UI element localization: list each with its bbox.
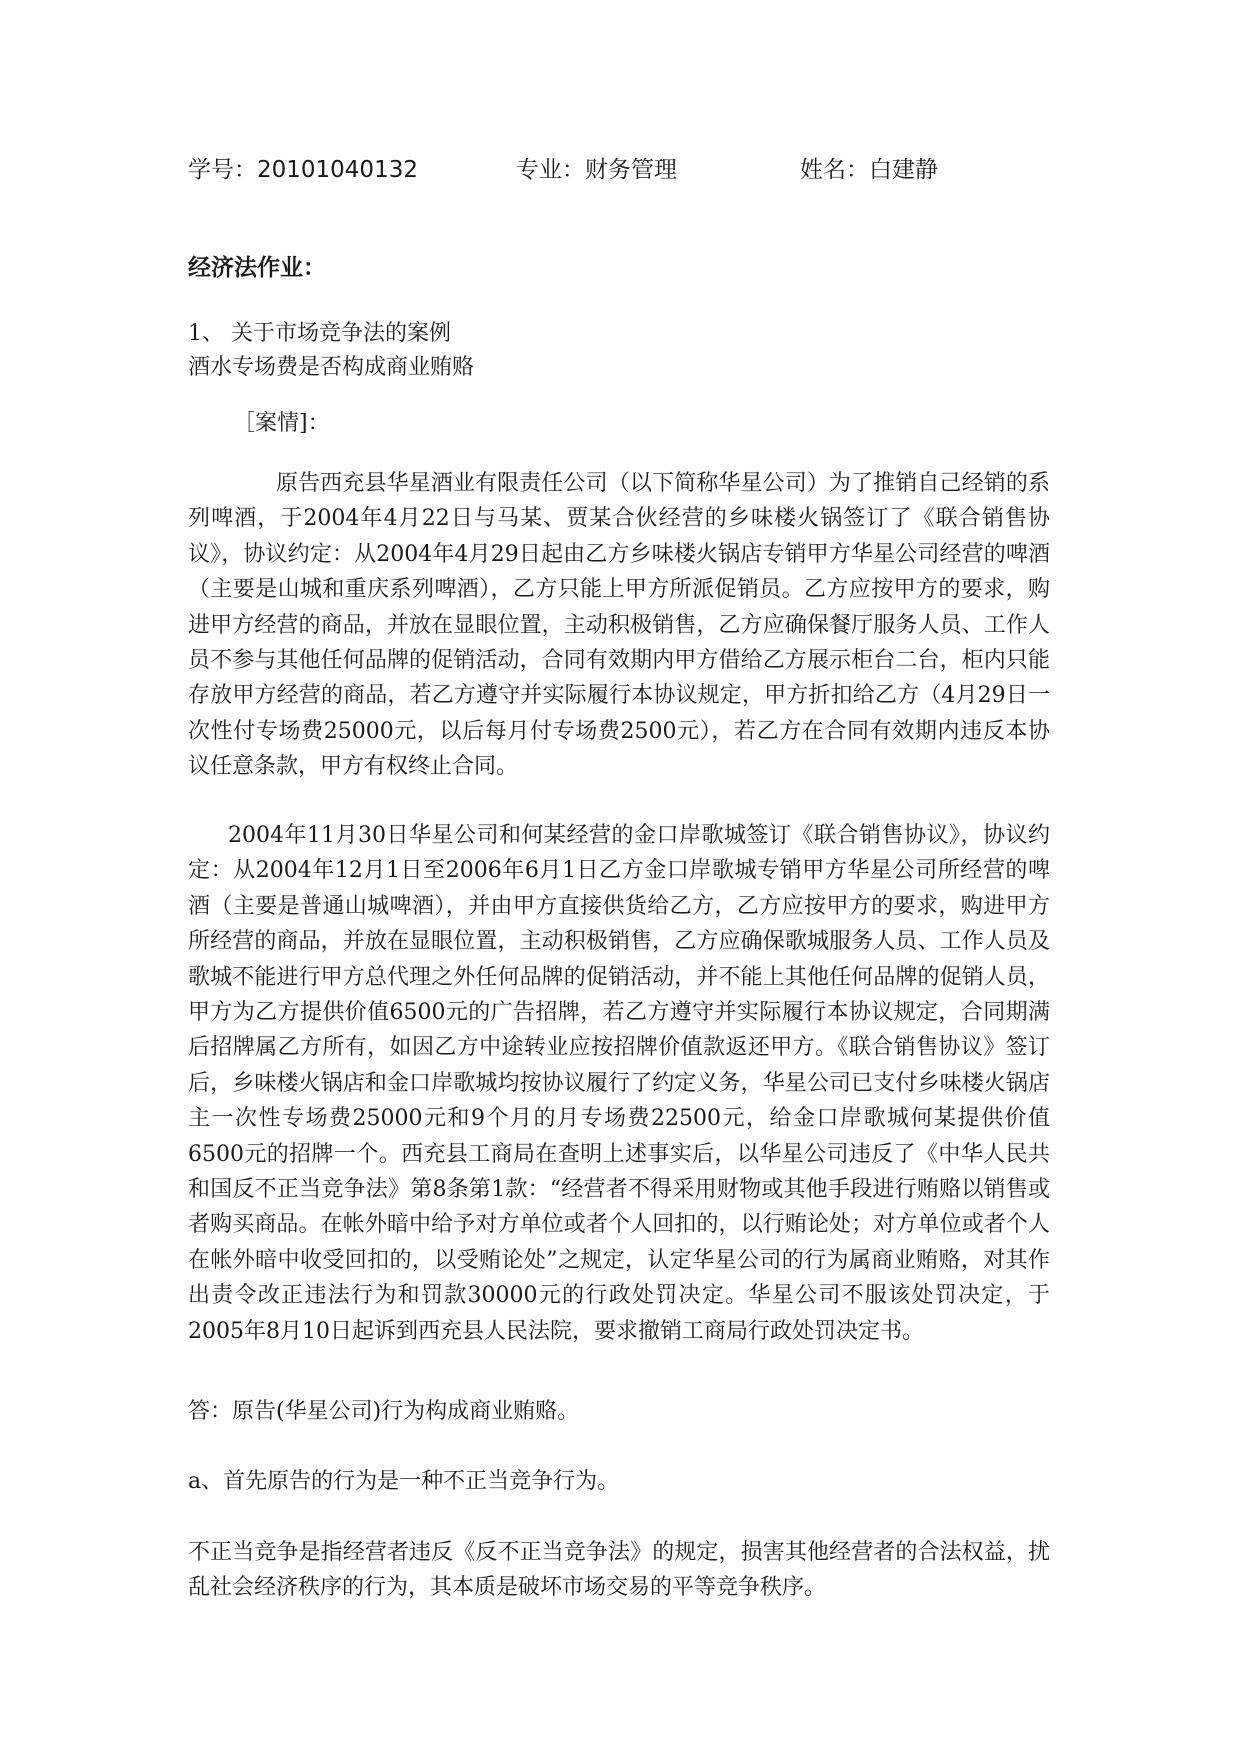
case-title: 酒水专场费是否构成商业贿赂	[188, 355, 475, 380]
case-paragraph-2: 2004年11月30日华星公司和何某经营的金口岸歌城签订《联合销售协议》，协议约定：从2004年12月1日至2006年6月1日乙方金口岸歌城专销甲方华星公司所经营的啤酒（主要是普通山城啤酒），并由甲方直接供货给乙方，乙方应按甲方的要求，购进甲方所经营的商品，并放在显眼位置，主动积极销售，乙方应确保歌城服务人员、工作人员及歌城不能进行甲方总代理之外任何品牌的促销活动，并不能上其他任何品牌的促销人员，甲方为乙方提供价值6500元的广告招牌，若乙方遵守并实际履行本协议规定，合同期满后招牌属乙方所有，如因乙方中途转业应按招牌价值款返还甲方。《联合销售协议》签订后，乡味楼火锅店和金口岸歌城均按协议履行了约定义务，华星公司已支付乡味楼火锅店主一次性专场费25000元和9个月的月专场费22500元，给金口岸歌城何某提供价值6500元的招牌一个。西充县工商局在查明上述事实后，以华星公司违反了《中华人民共和国反不正当竞争法》第8条第1款：“经营者不得采用财物或其他手段进行贿赂以销售或者购买商品。在帐外暗中给予对方单位或者个人回扣的，以行贿论处；对方单位或者个人在帐外暗中收受回扣的，以受贿论处”之规定，认定华星公司的行为属商业贿赂，对其作出责令改正违法行为和罚款30000元的行政处罚决定。华星公司不服该处罚决定，于2005年8月10日起诉到西充县人民法院，要求撤销工商局行政处罚决定书。	[188, 823, 1050, 1344]
student-info-header	[188, 150, 1088, 190]
question-heading: 1、 关于市场竞争法的案例	[188, 321, 451, 346]
student-major: 专业：财务管理	[516, 157, 677, 183]
answer-statement: 答：原告(华星公司)行为构成商业贿赂。	[188, 1399, 580, 1424]
answer-point-a: a、首先原告的行为是一种不正当竞争行为。	[188, 1469, 620, 1494]
document-title: 经济法作业：	[188, 255, 326, 281]
student-id: 学号：20101040132	[188, 157, 418, 183]
answer-explanation: 不正当竞争是指经营者违反《反不正当竞争法》的规定，损害其他经营者的合法权益，扰乱社会经济秩序的行为，其本质是破坏市场交易的平等竞争秩序。	[188, 1540, 1050, 1601]
student-name: 姓名：白建静	[800, 157, 938, 183]
case-label: ［案情]：	[233, 411, 330, 436]
case-paragraph-1: 原告西充县华星酒业有限责任公司（以下简称华星公司）为了推销自己经销的系列啤酒，于2004年4月22日与马某、贾某合伙经营的乡味楼火锅签订了《联合销售协议》，协议约定：从2004年4月29日起由乙方乡味楼火锅店专销甲方华星公司经营的啤酒（主要是山城和重庆系列啤酒），乙方只能上甲方所派促销员。乙方应按甲方的要求，购进甲方经营的商品，并放在显眼位置，主动积极销售，乙方应确保餐厅服务人员、工作人员不参与其他任何品牌的促销活动，合同有效期内甲方借给乙方展示柜台二台，柜内只能存放甲方经营的商品，若乙方遵守并实际履行本协议规定，甲方折扣给乙方（4月29日一次性付专场费25000元，以后每月付专场费2500元），若乙方在合同有效期内违反本协议任意条款，甲方有权终止合同。	[188, 471, 1050, 780]
